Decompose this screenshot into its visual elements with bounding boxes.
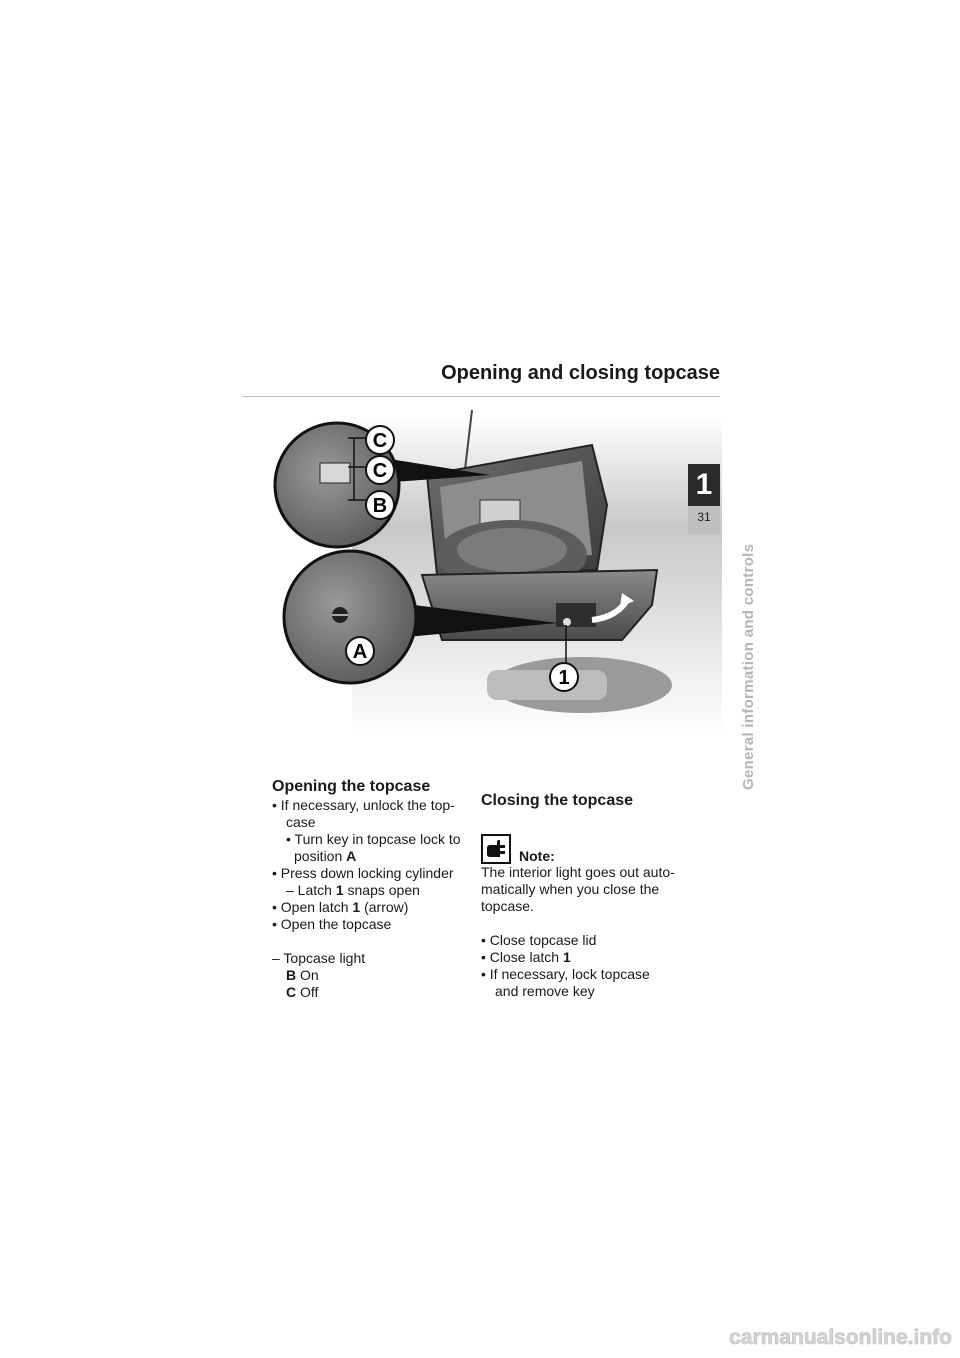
note-text-1: The interior light goes out auto-: [481, 864, 675, 880]
label-b: B: [372, 495, 388, 517]
light-on: B On: [286, 967, 319, 983]
note-label: Note:: [519, 848, 555, 864]
step-unlock: • If necessary, unlock the top-: [272, 797, 455, 813]
label-a: A: [352, 641, 368, 663]
watermark-text: carmanualsonline.info: [729, 1326, 952, 1349]
step-open-latch: • Open latch 1 (arrow): [272, 899, 409, 915]
note-text-3: topcase.: [481, 898, 534, 914]
label-latch-1: 1: [558, 667, 570, 689]
step-close-latch: • Close latch 1: [481, 949, 571, 965]
closing-section: [481, 792, 701, 1000]
step-open-topcase: • Open the topcase: [272, 916, 392, 932]
closing-heading: Closing the topcase: [481, 792, 634, 809]
opening-heading: Opening the topcase: [272, 778, 431, 795]
step-lock-topcase-cont: and remove key: [495, 983, 595, 999]
substep-turn-key: • Turn key in topcase lock to: [286, 831, 461, 847]
topcase-illustration: [262, 405, 722, 750]
chapter-number: 1: [695, 468, 713, 501]
light-off: C Off: [286, 984, 319, 1000]
note-text-2: matically when you close the: [481, 881, 660, 897]
substep-turn-key-cont: position A: [294, 848, 357, 864]
opening-section: [272, 778, 472, 1001]
label-c-middle: C: [372, 460, 388, 482]
chapter-tab: [688, 464, 720, 534]
step-close-lid: • Close topcase lid: [481, 932, 597, 948]
topcase-light: – Topcase light: [272, 950, 366, 966]
page-title: Opening and closing topcase: [441, 362, 720, 384]
step-lock-topcase: • If necessary, lock topcase: [481, 966, 650, 982]
watermark: [660, 1318, 955, 1352]
result-latch-open: – Latch 1 snaps open: [286, 882, 420, 898]
title-divider: [242, 396, 720, 397]
step-unlock-cont: case: [286, 814, 316, 830]
page-number: 31: [697, 510, 711, 524]
note-hand-icon: [481, 834, 511, 864]
note-header: [481, 834, 701, 864]
label-c-top: C: [372, 430, 388, 452]
chapter-side-label: General information and controls: [740, 543, 757, 790]
step-press-cylinder: • Press down locking cylinder: [272, 865, 454, 881]
